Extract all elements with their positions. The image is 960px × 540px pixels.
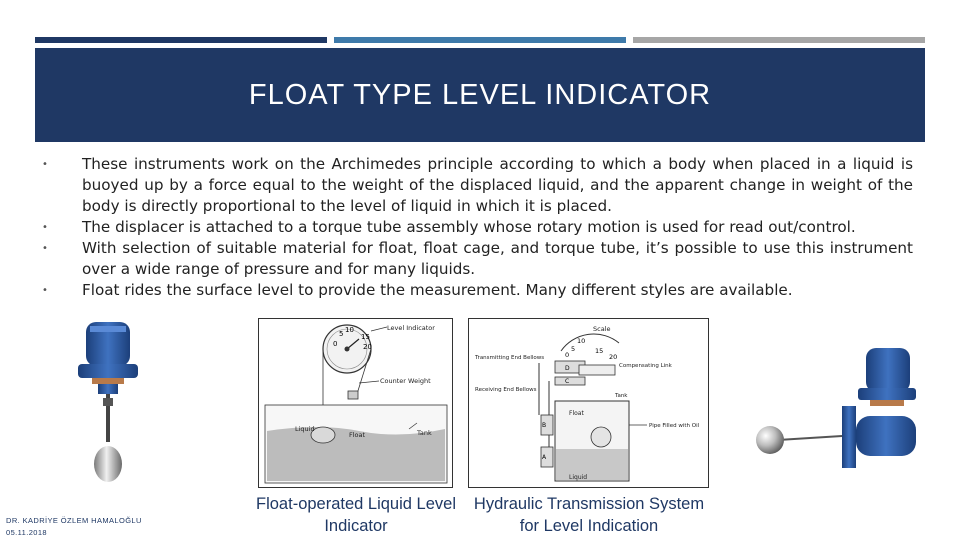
- bullet-text: Float rides the surface level to provide the measurement. Many different styles are available.: [82, 281, 793, 299]
- bullet-list: [40, 154, 913, 301]
- label-compensating-link: Compensating Link: [619, 363, 672, 369]
- bullet-text: The displacer is attached to a torque tube assembly whose rotary motion is used for read out/control.: [82, 218, 856, 236]
- title-band: [35, 48, 925, 142]
- label-transmitting-bellows: Transmitting End Bellows: [475, 355, 545, 361]
- bullet-item: [40, 280, 913, 301]
- label-d: D: [565, 365, 570, 372]
- dial-tick: 15: [361, 333, 370, 341]
- bullet-text: With selection of suitable material for float, float cage, and torque tube, it’s possible to use this instrument over a wide range of pressure and for many liquids.: [82, 239, 913, 278]
- dial-tick: 0: [565, 351, 570, 359]
- bullet-item: [40, 238, 913, 280]
- dial-tick: 5: [571, 345, 576, 353]
- bullet-text: These instruments work on the Archimedes principle according to which a body when placed in a liquid is buoyed up by a force equal to the weight of the displaced liquid, and the apparent change in weight of the body is directly proportional to the level of liquid in which it is placed.: [82, 155, 913, 215]
- label-float: Float: [349, 431, 366, 439]
- label-float: Float: [569, 410, 584, 417]
- dial-tick: 5: [339, 330, 344, 338]
- dial-tick: 0: [333, 340, 338, 348]
- label-receiving-bellows: Receiving End Bellows: [475, 387, 537, 393]
- dial-tick: 10: [345, 326, 354, 334]
- label-level-indicator: Level Indicator: [387, 324, 435, 332]
- bullet-item: [40, 217, 913, 238]
- bullet-marker: •: [42, 222, 48, 233]
- caption-float-indicator: Float-operated Liquid Level Indicator: [256, 495, 456, 535]
- label-liquid: Liquid: [295, 425, 315, 433]
- dial-tick: 20: [363, 343, 372, 351]
- bullet-marker: •: [42, 243, 48, 254]
- accent-bar-blue: [334, 37, 626, 43]
- label-tank: Tank: [417, 429, 432, 437]
- label-tank: Tank: [615, 393, 628, 399]
- accent-bar-dark: [35, 37, 327, 43]
- accent-bar-gray: [633, 37, 925, 43]
- label-b: B: [542, 422, 547, 429]
- label-pipe-filled: Pipe Filled with Oil: [649, 423, 700, 429]
- label-a: A: [542, 454, 547, 461]
- label-scale: Scale: [593, 325, 611, 333]
- bullet-marker: •: [42, 159, 48, 170]
- dial-tick: 10: [577, 337, 586, 345]
- side-float-switch-photo: [750, 340, 930, 490]
- bullet-item: [40, 154, 913, 217]
- footer-author: DR. KADRİYE ÖZLEM HAMALOĞLU: [6, 516, 142, 525]
- float-indicator-diagram: [258, 318, 453, 488]
- label-counter-weight: Counter Weight: [380, 377, 431, 385]
- dial-tick: 20: [609, 353, 618, 361]
- label-liquid: Liquid: [569, 474, 588, 481]
- dial-tick: 15: [595, 347, 604, 355]
- footer-date: 05.11.2018: [6, 528, 47, 537]
- hydraulic-system-diagram: [468, 318, 709, 488]
- slide-title: FLOAT TYPE LEVEL INDICATOR: [248, 79, 712, 111]
- float-switch-photo: [70, 318, 150, 490]
- caption-hydraulic-system: Hydraulic Transmission System for Level Indication: [473, 495, 705, 535]
- label-c: C: [565, 378, 570, 385]
- bullet-marker: •: [42, 285, 48, 296]
